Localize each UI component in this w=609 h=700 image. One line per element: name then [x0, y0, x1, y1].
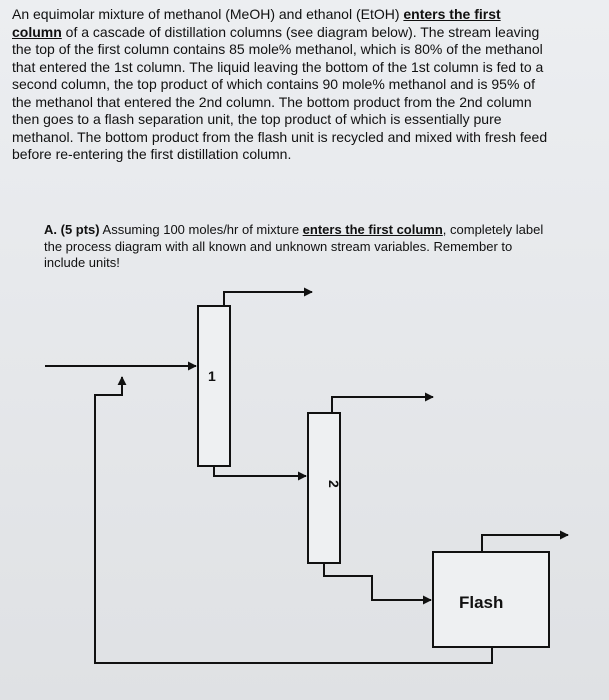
column-2-bottom-stream: [324, 563, 431, 600]
problem-line-2: column of a cascade of distillation columns (see diagram below). The stream leaving: [12, 23, 540, 40]
flash-label: Flash: [459, 593, 504, 612]
column-1-label: 1: [208, 368, 216, 384]
problem-line-6: the methanol that entered the 2nd column. The bottom product from the 2nd column: [12, 93, 532, 110]
problem-line-9: before re-entering the first distillation column.: [12, 146, 292, 162]
question-line-1: A. (5 pts) Assuming 100 moles/hr of mixture enters the first column, completely label: [44, 222, 544, 237]
problem-line-8: methanol. The bottom product from the flash unit is recycled and mixed with fresh feed: [12, 128, 548, 145]
emphasis-enters-the-first-column: enters the first column: [302, 222, 443, 237]
emphasis-column: column: [12, 23, 62, 40]
distillation-column-2: [308, 413, 340, 563]
column-2-label: 2: [326, 480, 342, 488]
question-line-3: include units!: [44, 255, 120, 270]
problem-line-5: second column, the top product of which contains 90 mole% methanol and is 95% of: [12, 76, 535, 92]
column-1-bottom-stream: [214, 466, 306, 476]
problem-line-7: then goes to a flash separation unit, the top product of which is essentially pure: [12, 111, 502, 127]
problem-line-1: An equimolar mixture of methanol (MeOH) and ethanol (EtOH) enters the first: [12, 6, 501, 22]
problem-line-3: the top of the first column contains 85 mole% methanol, which is 80% of the methanol: [12, 41, 543, 57]
problem-line-4: that entered the 1st column. The liquid leaving the bottom of the 1st column is fed to a: [12, 58, 544, 75]
distillation-column-1: [198, 306, 230, 466]
flash-top-stream: [482, 535, 568, 552]
column-1-top-stream: [224, 292, 312, 306]
emphasis-enters-the-first: enters the first: [403, 6, 501, 22]
question-points-label: A. (5 pts): [44, 222, 100, 237]
column-2-top-stream: [332, 397, 433, 413]
question-line-2: the process diagram with all known and unknown stream variables. Remember to: [44, 238, 513, 254]
